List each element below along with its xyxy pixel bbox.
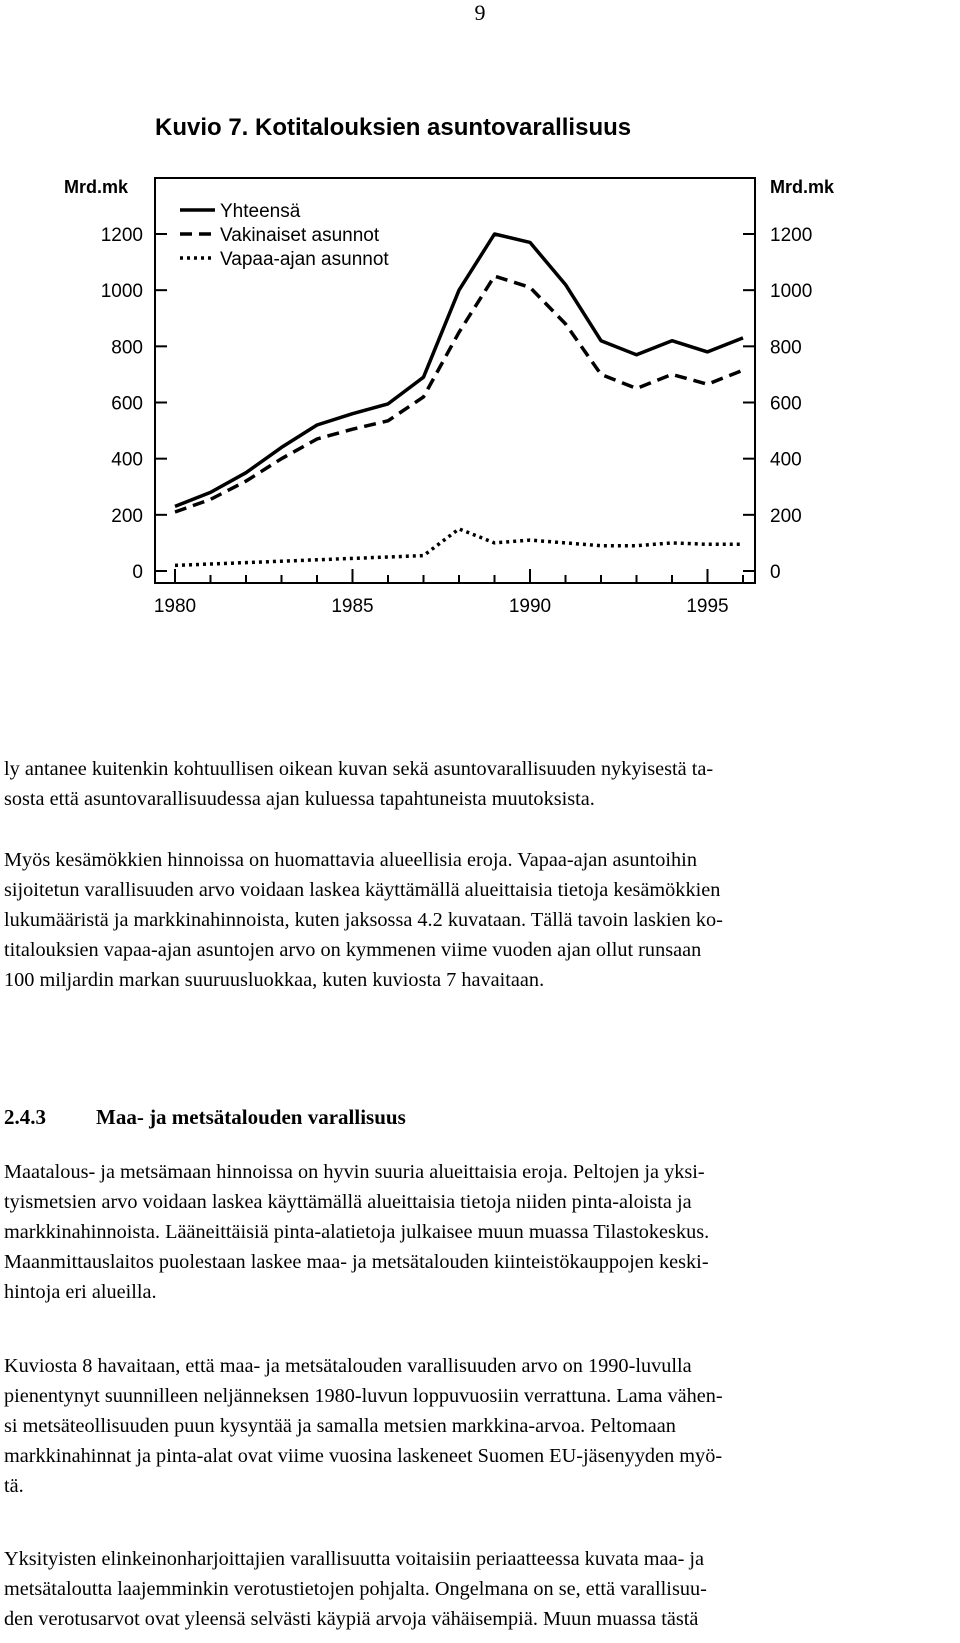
text-line: markkinahinnoista. Lääneittäisiä pinta-alatietoja julkaisee muun muassa Tilastokeskus. (4, 1221, 710, 1243)
series-line-1 (175, 234, 743, 506)
y-tick-label-left: 0 (132, 562, 143, 583)
text-line: Kuviosta 8 havaitaan, että maa- ja metsätalouden varallisuuden arvo on 1990-luvulla (4, 1355, 692, 1377)
y-axis (101, 225, 813, 583)
chart-title: Kuvio 7. Kotitalouksien asuntovarallisuus (155, 114, 632, 141)
y-tick-label-right: 400 (770, 449, 802, 471)
y-tick-label-right: 800 (770, 337, 802, 359)
paragraph-2 (4, 845, 956, 995)
y-tick-label-left: 400 (111, 449, 143, 471)
legend-label-1: Yhteensä (220, 201, 301, 222)
y-tick-label-right: 600 (770, 393, 802, 415)
series-line-2 (175, 276, 743, 512)
text-line: Maanmittauslaitos puolestaan laskee maa- ja metsätalouden kiinteistökauppojen keski- (4, 1251, 709, 1273)
text-line: sijoitetun varallisuuden arvo voidaan laskea käyttämällä alueittaisia tietoja kesämökkien (4, 879, 721, 901)
y-tick-label-right: 1000 (770, 281, 813, 303)
paragraph-4 (4, 1351, 956, 1501)
series-line-3 (175, 529, 743, 566)
legend (180, 201, 389, 270)
x-tick-label: 1985 (331, 596, 374, 617)
text-line: metsätaloutta laajemminkin verotustietojen pohjalta. Ongelmana on se, että varallisuu- (4, 1578, 707, 1600)
y-tick-label-right: 0 (770, 562, 781, 583)
text-line: Maatalous- ja metsämaan hinnoissa on hyvin suuria alueittaisia eroja. Peltojen ja yksi- (4, 1161, 705, 1183)
text-line: markkinahinnat ja pinta-alat ovat viime vuosina laskeneet Suomen EU-jäsenyyden myö- (4, 1445, 723, 1467)
text-line: Yksityisten elinkeinonharjoittajien varallisuutta voitaisiin periaatteessa kuvata maa- ja (4, 1548, 705, 1570)
page-number: 9 (474, 0, 486, 25)
x-tick-label: 1995 (686, 596, 729, 617)
y-tick-label-left: 800 (111, 337, 143, 359)
y-tick-label-left: 600 (111, 393, 143, 415)
text-line: 100 miljardin markan suuruusluokkaa, kuten kuviosta 7 havaitaan. (4, 969, 545, 991)
paragraph-3 (4, 1157, 956, 1307)
series-group (175, 234, 743, 565)
section-number: 2.4.3 (4, 1105, 46, 1129)
y-axis-label-right: Mrd.mk (770, 177, 835, 197)
legend-label-3: Vapaa-ajan asunnot (220, 249, 389, 270)
section-title: Maa- ja metsätalouden varallisuus (96, 1105, 406, 1129)
legend-label-2: Vakinaiset asunnot (220, 225, 380, 246)
text-line: tyismetsien arvo voidaan laskea käyttämällä alueittaisia tietoja niiden pinta-aloista ja (4, 1191, 692, 1213)
text-line: ly antanee kuitenkin kohtuullisen oikean kuvan sekä asuntovarallisuuden nykyisestä ta- (4, 758, 714, 780)
paragraph-5 (4, 1544, 956, 1634)
text-line: pienentynyt suunnilleen neljänneksen 1980-luvun loppuvuosiin verrattuna. Lama vähen- (4, 1385, 723, 1407)
housing-wealth-chart (60, 105, 835, 640)
text-line: hintoja eri alueilla. (4, 1281, 157, 1303)
text-line: titalouksien vapaa-ajan asuntojen arvo on kymmenen viime vuoden ajan ollut runsaan (4, 939, 702, 961)
y-axis-label-left: Mrd.mk (64, 177, 129, 197)
text-line: den verotusarvot ovat yleensä selvästi käypiä arvoja vähäisempiä. Muun muassa tästä (4, 1608, 699, 1630)
x-tick-label: 1990 (508, 596, 552, 617)
y-tick-label-left: 1200 (100, 225, 143, 246)
text-line: tä. (4, 1475, 24, 1497)
section-heading (4, 1105, 406, 1130)
y-tick-label-right: 1200 (770, 225, 813, 246)
x-tick-label: 1980 (153, 596, 197, 617)
y-tick-label-left: 200 (111, 505, 143, 527)
y-tick-label-left: 1000 (100, 281, 143, 303)
text-line: lukumääristä ja markkinahinnoista, kuten jaksossa 4.2 kuvataan. Tällä tavoin laskien ko- (4, 909, 723, 931)
text-line: Myös kesämökkien hinnoissa on huomattavia alueellisia eroja. Vapaa-ajan asuntoihin (4, 849, 697, 871)
y-tick-label-right: 200 (770, 505, 802, 527)
x-axis (154, 569, 743, 617)
paragraph-1 (4, 754, 956, 814)
text-line: sosta että asuntovarallisuudessa ajan kuluessa tapahtuneista muutoksista. (4, 788, 595, 810)
text-line: si metsäteollisuuden puun kysyntää ja samalla metsien markkina-arvoa. Peltomaan (4, 1415, 676, 1437)
